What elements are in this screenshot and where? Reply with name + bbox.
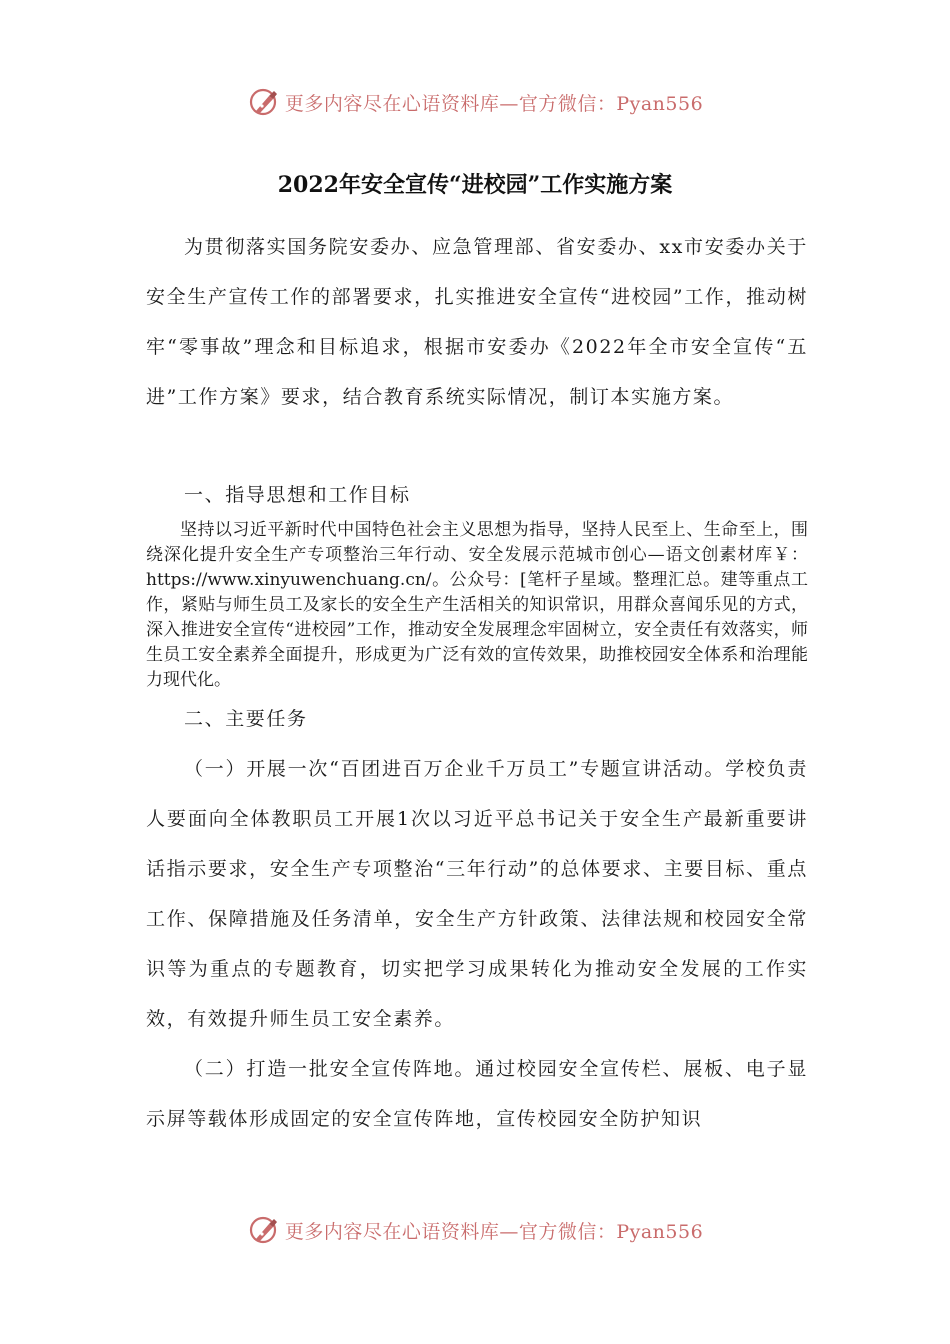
section-heading-1: 一、指导思想和工作目标 xyxy=(184,484,411,506)
watermark-text-top: 更多内容尽在心语资料库—官方微信：Pyan556 xyxy=(284,92,704,115)
pen-nib-logo-icon xyxy=(247,1213,281,1247)
pen-nib-logo-icon xyxy=(247,85,281,119)
task1-paragraph: （一）开展一次“百团进百万企业千万员工”专题宣讲活动。学校负责人要面向全体教职员工开展1次以习近平总书记关于安全生产最新重要讲话指示要求，安全生产专项整治“三年行动”的总体要求、主要目标、重点工作、保障措施及任务清单，安全生产方针政策、法律法规和校园安全常识等为重点的专题教育，切实把学习成果转化为推动安全发展的工作实效，有效提升师生员工安全素养。 xyxy=(146,758,808,1030)
intro-paragraph: 为贯彻落实国务院安委办、应急管理部、省安委办、xx市安委办关于安全生产宣传工作的部署要求，扎实推进安全宣传“进校园”工作，推动树牢“零事故”理念和目标追求，根据市安委办《2022年全市安全宣传“五进”工作方案》要求，结合教育系统实际情况，制订本实施方案。 xyxy=(146,236,808,408)
watermark-banner-bottom xyxy=(0,1210,950,1250)
section1-paragraph: 坚持以习近平新时代中国特色社会主义思想为指导，坚持人民至上、生命至上，围绕深化提升安全生产专项整治三年行动、安全发展示范城市创心—语文创素材库￥：https://www.xinyuwenchuang.cn/。公众号：[笔杆子星域。整理汇总。建等重点工作，紧贴与师生员工及家长的安全生产生活相关的知识常识，用群众喜闻乐见的方式，深入推进安全宣传“进校园”工作，推动安全发展理念牢固树立，安全责任有效落实，师生员工安全素养全面提升，形成更为广泛有效的宣传效果，助推校园安全体系和治理能力现代化。 xyxy=(146,520,808,690)
document-title: 2022年安全宣传“进校园”工作实施方案 xyxy=(277,172,673,198)
task2-paragraph: （二）打造一批安全宣传阵地。通过校园安全宣传栏、展板、电子显示屏等载体形成固定的安全宣传阵地，宣传校园安全防护知识 xyxy=(146,1058,808,1130)
watermark-text-bottom: 更多内容尽在心语资料库—官方微信：Pyan556 xyxy=(284,1220,704,1243)
watermark-banner-top xyxy=(0,82,950,122)
section-heading-2: 二、主要任务 xyxy=(184,708,308,730)
